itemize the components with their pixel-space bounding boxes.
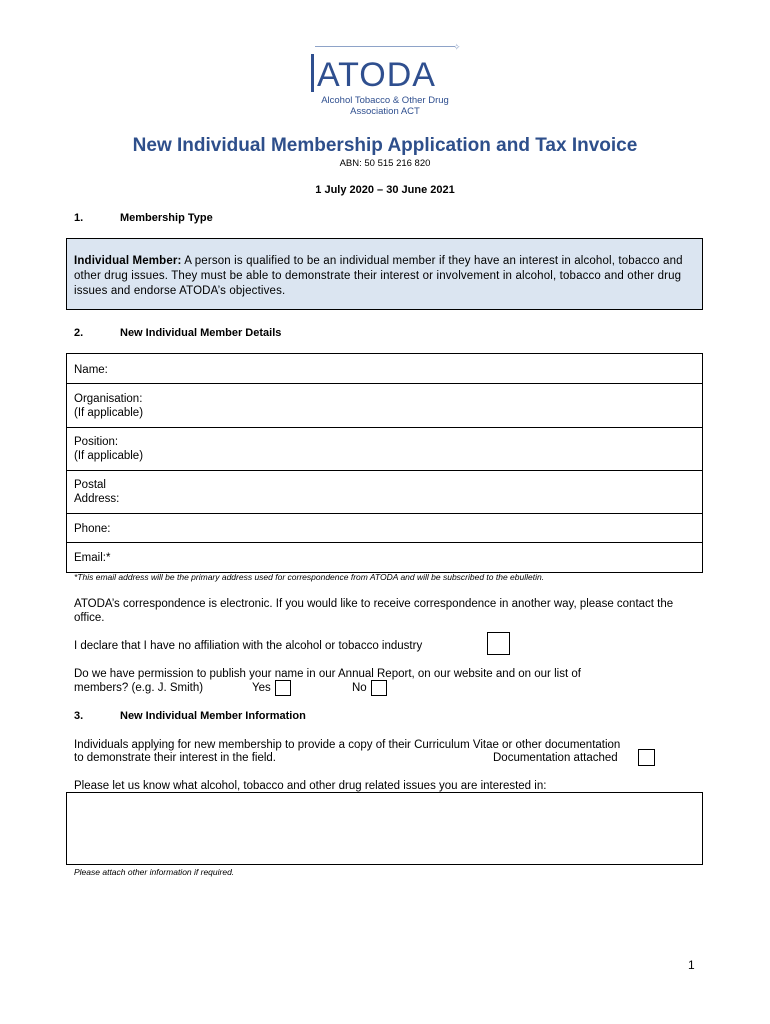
section2-title: New Individual Member Details: [120, 327, 282, 339]
section3-number: 3.: [74, 710, 84, 722]
email-label: Email:*: [74, 552, 111, 564]
email-note: *This email address will be the primary address used for correspondence from ATODA and will be subscribed to the ebulletin.: [74, 572, 545, 582]
individual-member-description: A person is qualified to be an individual member if they have an interest in alcohol, tobacco and other drug issues. They must be able to demonstrate their interest or involvement in alcohol, tobacco and other drug issues and endorse ATODA’s objectives.: [74, 255, 683, 297]
logo-line: [315, 46, 455, 47]
section2-number: 2.: [74, 327, 84, 339]
atoda-logo: [305, 42, 465, 122]
section1-number: 1.: [74, 212, 84, 224]
correspondence-text: ATODA’s correspondence is electronic. If you would like to receive correspondence in another way, please contact the office.: [74, 598, 674, 624]
no-checkbox[interactable]: [371, 680, 387, 696]
section1-title: Membership Type: [120, 212, 213, 224]
membership-period: 1 July 2020 – 30 June 2021: [315, 184, 455, 196]
cv-text-line1: Individuals applying for new membership to provide a copy of their Curriculum Vitae or other documentation: [74, 739, 621, 751]
declare-text: I declare that I have no affiliation with the alcohol or tobacco industry: [74, 640, 423, 652]
phone-row: [67, 514, 702, 543]
postal-address-field[interactable]: [163, 471, 702, 513]
permission-text-line2: members? (e.g. J. Smith): [74, 682, 204, 694]
member-details-table: [66, 353, 703, 573]
logo-wordmark: ATODA: [317, 56, 436, 94]
phone-label: Phone:: [74, 523, 111, 535]
organisation-label: Organisation: (If applicable): [74, 393, 144, 419]
yes-label: Yes: [252, 682, 271, 694]
logo-subtitle-line2: Association ACT: [350, 106, 420, 117]
logo-bar: [311, 54, 314, 92]
organisation-row: [67, 384, 702, 428]
attach-note: Please attach other information if required.: [74, 867, 235, 877]
no-label: No: [352, 682, 367, 694]
documentation-attached-label: Documentation attached: [493, 752, 618, 764]
name-field[interactable]: [163, 354, 702, 383]
logo-sparkle-icon: ✧: [453, 42, 461, 52]
page-number: 1: [688, 958, 695, 972]
section3-title: New Individual Member Information: [120, 710, 306, 722]
name-label: Name:: [74, 364, 108, 376]
email-row: [67, 543, 702, 573]
page-title: New Individual Membership Application and Tax Invoice: [132, 135, 638, 156]
position-label: Position: (If applicable): [74, 436, 144, 462]
position-row: [67, 428, 702, 471]
individual-member-label: Individual Member:: [74, 255, 182, 267]
logo-subtitle-line1: Alcohol Tobacco & Other Drug: [321, 95, 449, 106]
yes-checkbox[interactable]: [275, 680, 291, 696]
interest-textarea[interactable]: [66, 792, 703, 865]
phone-field[interactable]: [163, 514, 702, 542]
postal-address-row: [67, 471, 702, 514]
name-row: [67, 354, 702, 384]
documentation-attached-checkbox[interactable]: [638, 749, 655, 766]
declare-checkbox[interactable]: [487, 632, 510, 655]
membership-type-box: [66, 238, 703, 310]
postal-address-label: Postal Address:: [74, 479, 120, 505]
email-field[interactable]: [163, 543, 702, 572]
permission-text-line1: Do we have permission to publish your name in our Annual Report, on our website and on our list of: [74, 668, 581, 680]
interest-prompt: Please let us know what alcohol, tobacco and other drug related issues you are interested in:: [74, 780, 547, 792]
position-field[interactable]: [163, 428, 702, 470]
cv-text-line2: to demonstrate their interest in the field.: [74, 752, 276, 764]
abn-text: ABN: 50 515 216 820: [339, 158, 431, 169]
organisation-field[interactable]: [163, 384, 702, 427]
